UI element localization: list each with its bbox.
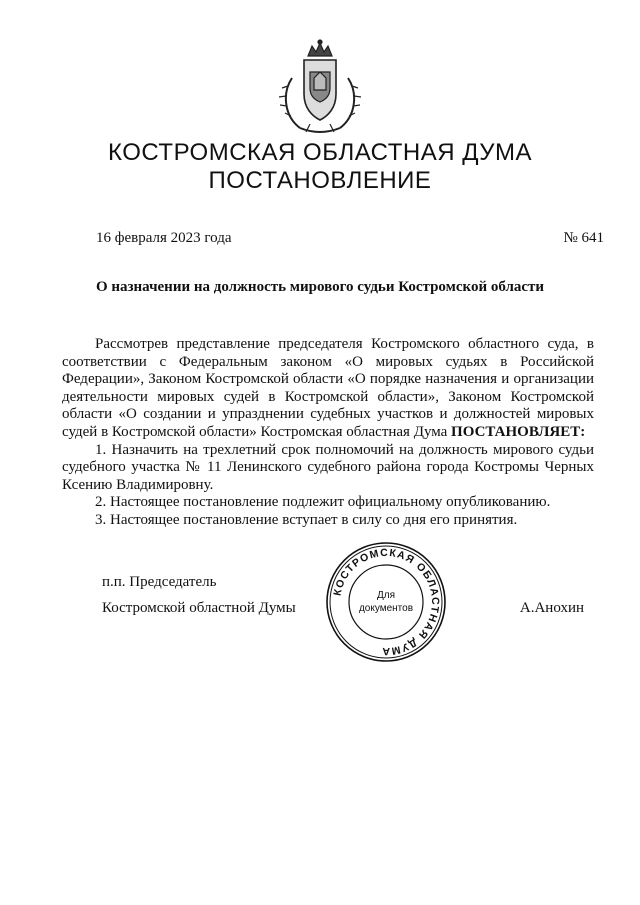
stamp-center-line1: Для: [376, 590, 396, 601]
signatory-name: А.Анохин: [519, 600, 584, 616]
official-stamp-seal: [324, 540, 448, 664]
intro-text: Рассмотрев представление председателя Костромского областного суда, в соответствии с Федеральным законом «О мировых судьях в Российской Федерации», Законом Костромской области «О порядке назначения и организации деятельности мировых судей в Костромской области», Законом Костромской области «О создании и упразднении судебных участков и должностей мировых судей в Костромской области» Костромская областная Дума: [62, 336, 594, 440]
intro-paragraph: [62, 336, 594, 442]
decision-word: ПОСТАНОВЛЯЕТ: [451, 423, 581, 440]
organization-name: КОСТРОМСКАЯ ОБЛАСТНАЯ ДУМА: [108, 139, 532, 166]
decision-item-2: 2. Настоящее постановление подлежит официальному опубликованию.: [95, 494, 551, 511]
stamp-center-line2: документов: [358, 603, 414, 614]
document-type: ПОСТАНОВЛЕНИЕ: [208, 167, 432, 194]
document-date: 16 февраля 2023 года: [96, 230, 232, 246]
decision-colon: :: [580, 423, 586, 440]
svg-text:КОСТРОМСКАЯ ОБЛАСТНАЯ ДУМА: [331, 547, 441, 657]
document-body: [62, 336, 594, 530]
document-title: О назначении на должность мирового судьи Костромской области: [95, 279, 545, 295]
stamp-ring-text: КОСТРОМСКАЯ ОБЛАСТНАЯ ДУМА: [331, 546, 442, 658]
decision-item-1: 1. Назначить на трехлетний срок полномочий на должность мирового судьи судебного участка № 11 Ленинского судебного района города Костромы Черных Ксению Владимировну.: [62, 441, 594, 493]
decision-item-3: 3. Настоящее постановление вступает в силу со дня его принятия.: [95, 511, 518, 528]
coat-of-arms-emblem: [270, 38, 370, 138]
signatory-position-line2: Костромской областной Думы: [102, 600, 296, 616]
document-number: № 641: [563, 230, 604, 246]
signatory-position-line1: п.п. Председатель: [102, 574, 217, 590]
